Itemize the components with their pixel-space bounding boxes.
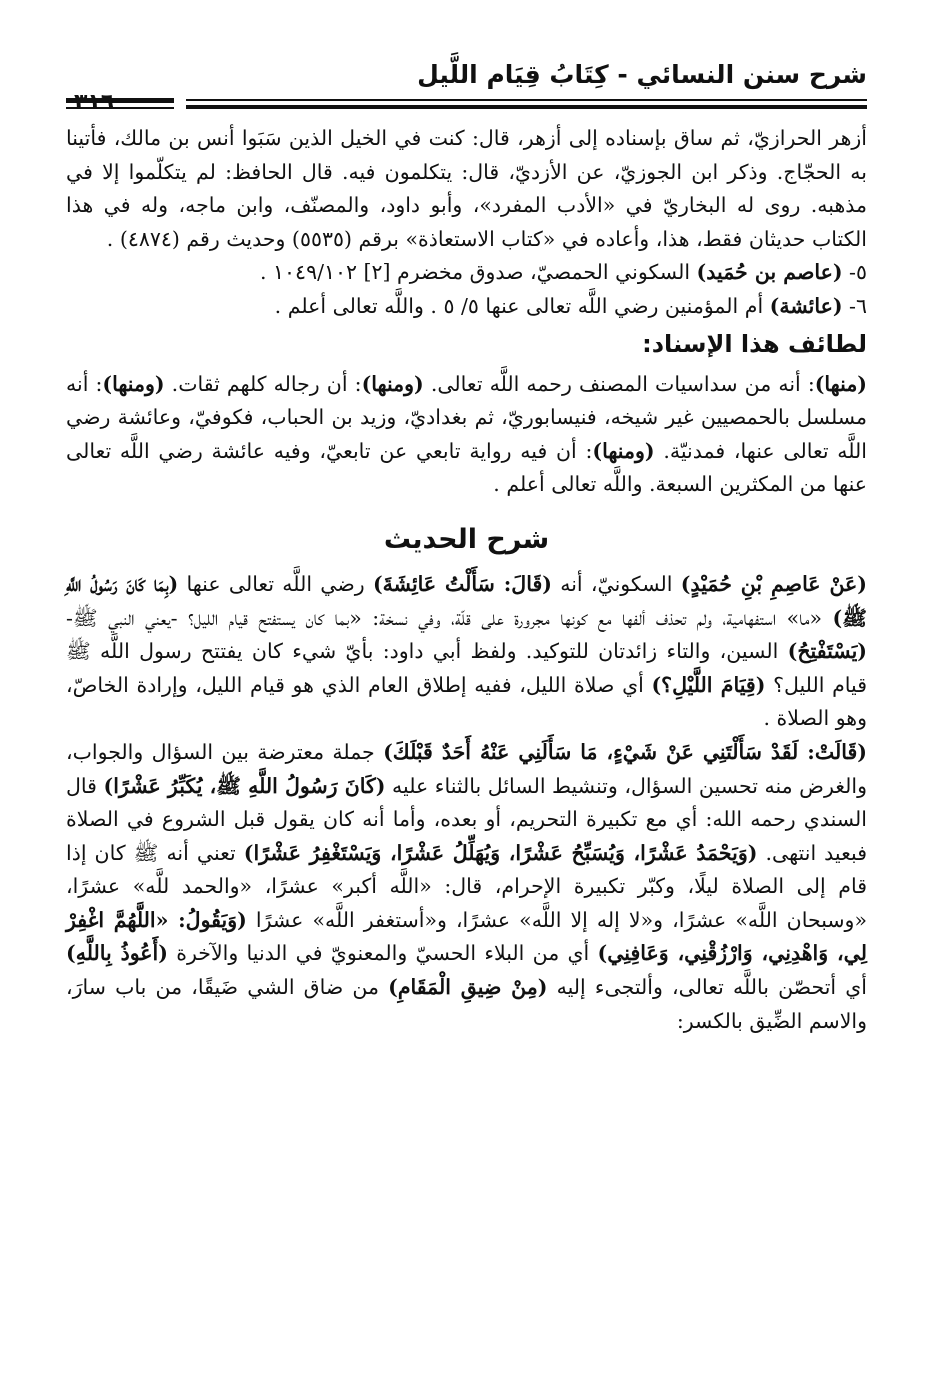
text: أي صلاة الليل، ففيه إطلاق العام الذي هو قيام الليل، وإرادة الخاصّ، وهو الصلاة . [66, 672, 867, 731]
running-header [66, 58, 867, 115]
item-number: ٥- [842, 260, 867, 285]
text: قال السندي رحمه الله: أي مع تكبيرة التحريم، أو بعده، وأما أنه كان يقول قبل الشروع في الصلاة فبعيد انتهى. [66, 773, 867, 865]
hadith-quote: (وَيَقُولُ: «اللَّهُمَّ اغْفِرْ لِي، وَاهْدِنِي، وَارْزُقْنِي، وَعَافِنِي) [66, 907, 867, 966]
sharh-paragraph-1 [66, 568, 867, 736]
section-heading-lataif: لطائف هذا الإسناد: [642, 329, 867, 358]
narrator-details: أم المؤمنين رضي اللَّه تعالى عنها ٥/ ٥ . واللَّه تعالى أعلم . [274, 293, 770, 318]
text: جملة معترضة بين السؤال والجواب، والغرض منه تحسين السؤال، وتنشيط السائل بالثناء عليه [66, 739, 867, 798]
narrator-name: (عاصم بن حُمَيد) [696, 260, 843, 285]
text: أي من البلاء الحسيّ والمعنويّ في الدنيا والآخرة [167, 941, 598, 966]
hadith-quote: (يَسْتَفْتِحُ) [787, 639, 867, 664]
marker: (منها) [814, 371, 867, 396]
narrator-item-6 [66, 290, 867, 324]
hadith-quote: (قَالَ: سَأَلْتُ عَائِشَةَ) [372, 571, 552, 596]
hadith-quote: (عَنْ عَاصِمِ بْنِ حُمَيْدٍ) [680, 571, 867, 596]
text: السين، والتاء زائدتان للتوكيد. ولفظ أبي داود: بأيّ شيء كان يفتتح رسول اللَّه ﷺ قيام الليل؟ [66, 639, 868, 697]
section-heading-sharh: شرح الحديث [383, 523, 550, 555]
hadith-quote: (قَالَتْ: لَقَدْ سَأَلْتَنِي عَنْ شَيْءٍ، مَا سَأَلَنِي عَنْهُ أَحَدٌ قَبْلَكَ) [383, 739, 867, 764]
hadith-quote: (بِمَا كَانَ رَسُولُ اللَّهِ ﷺ) [66, 571, 867, 630]
text: تعني أنه ﷺ كان إذا قام إلى الصلاة ليلًا، وكبّر تكبيرة الإحرام، قال: «اللَّه أكبر» عشرًا، «والحمد للَّه» عشرًا، «وسبحان اللَّه» عشرًا، و«لا إله إلا اللَّه» عشرًا، و«أستغفر اللَّه» عشرًا [66, 840, 867, 932]
text: : أن رجاله كلهم ثقات. [164, 371, 362, 396]
text: : أن فيه رواية تابعي عن تابعيّ، وفيه عائشة رضي اللَّه تعالى عنها من المكثرين السبعة. واللَّه تعالى أعلم . [66, 438, 867, 497]
text: رضي اللَّه تعالى عنها [178, 571, 373, 596]
header-rule-thick [186, 105, 867, 109]
hadith-quote: (مِنْ ضِيقِ الْمَقَامِ) [388, 975, 548, 1000]
hadith-quote: (قِيَامَ اللَّيْلِ؟) [651, 672, 766, 697]
text: السكونيّ، أنه [551, 571, 681, 596]
hadith-quote: (أَعُوذُ بِاللَّهِ) [66, 941, 168, 966]
text: : أنه مسلسل بالحمصيين غير شيخه، فنيسابوريّ، ثم بغداديّ، وزيد بن الحباب، فكوفيّ، وعائشة رضي اللَّه تعالى عنها، فمدنيّة. [66, 371, 868, 463]
hadith-quote: (وَيَحْمَدُ عَشْرًا، وَيُسَبِّحُ عَشْرًا، وَيُهَلِّلُ عَشْرًا، وَيَسْتَغْفِرُ عَشْرًا) [243, 840, 758, 865]
page-number: ٣١٦ [74, 90, 115, 115]
narrator-name: (عائشة) [769, 293, 843, 318]
bio-paragraph: أزهر الحرازيّ، ثم ساق بإسناده إلى أزهر، قال: كنت في الخيل الذين سَبَوا أنس بن مالك، فأتينا به الحجّاج. وذكر ابن الجوزيّ، عن الأزديّ، قال: يتكلمون فيه. قال الحافظ: لم يتكلّموا إلا في مذهبه. روى له البخاريّ في «الأدب المفرد»، وأبو داود، والمصنّف، وابن ماجه، وله في هذا الكتاب حديثان فقط، هذا، وأعاده في «كتاب الاستعاذة» برقم (٥٥٣٥) وحديث رقم (٤٨٧٤) . [66, 126, 867, 251]
text: أي أتحصّن باللَّه تعالى، وألتجىء إليه [547, 975, 867, 1000]
lataif-paragraph [66, 368, 867, 502]
header-title: شرح سنن النسائي - كِتَابُ قِيَام اللَّيل [417, 60, 867, 89]
hadith-quote: (كَانَ رَسُولُ اللَّهِ ﷺ، يُكَبِّرُ عَشْرًا) [103, 773, 386, 798]
page-body [66, 122, 867, 1038]
narrator-item-5 [66, 256, 867, 290]
narrator-details: السكوني الحمصيّ، صدوق مخضرم [٢] ١٠٤٩/١٠٢ . [259, 260, 697, 285]
text: : أنه من سداسيات المصنف رحمه اللَّه تعالى. [423, 371, 815, 396]
text: «ما» استفهامية، ولم تحذف ألفها مع كونها مجرورة على قلّة، وفي نسخة: «بما كان يستفتح قيام الليل؟ -يعني النبي ﷺ- [66, 605, 833, 630]
sharh-paragraph-2 [66, 736, 867, 1038]
marker: (ومنها) [592, 438, 655, 463]
text: من ضاق الشي ضَيقًا، من باب سارَ، والاسم الضِّيق بالكسر: [66, 975, 867, 1033]
marker: (ومنها) [361, 371, 424, 396]
marker: (ومنها) [102, 371, 165, 396]
header-rule [186, 99, 867, 101]
item-number: ٦- [842, 293, 867, 318]
